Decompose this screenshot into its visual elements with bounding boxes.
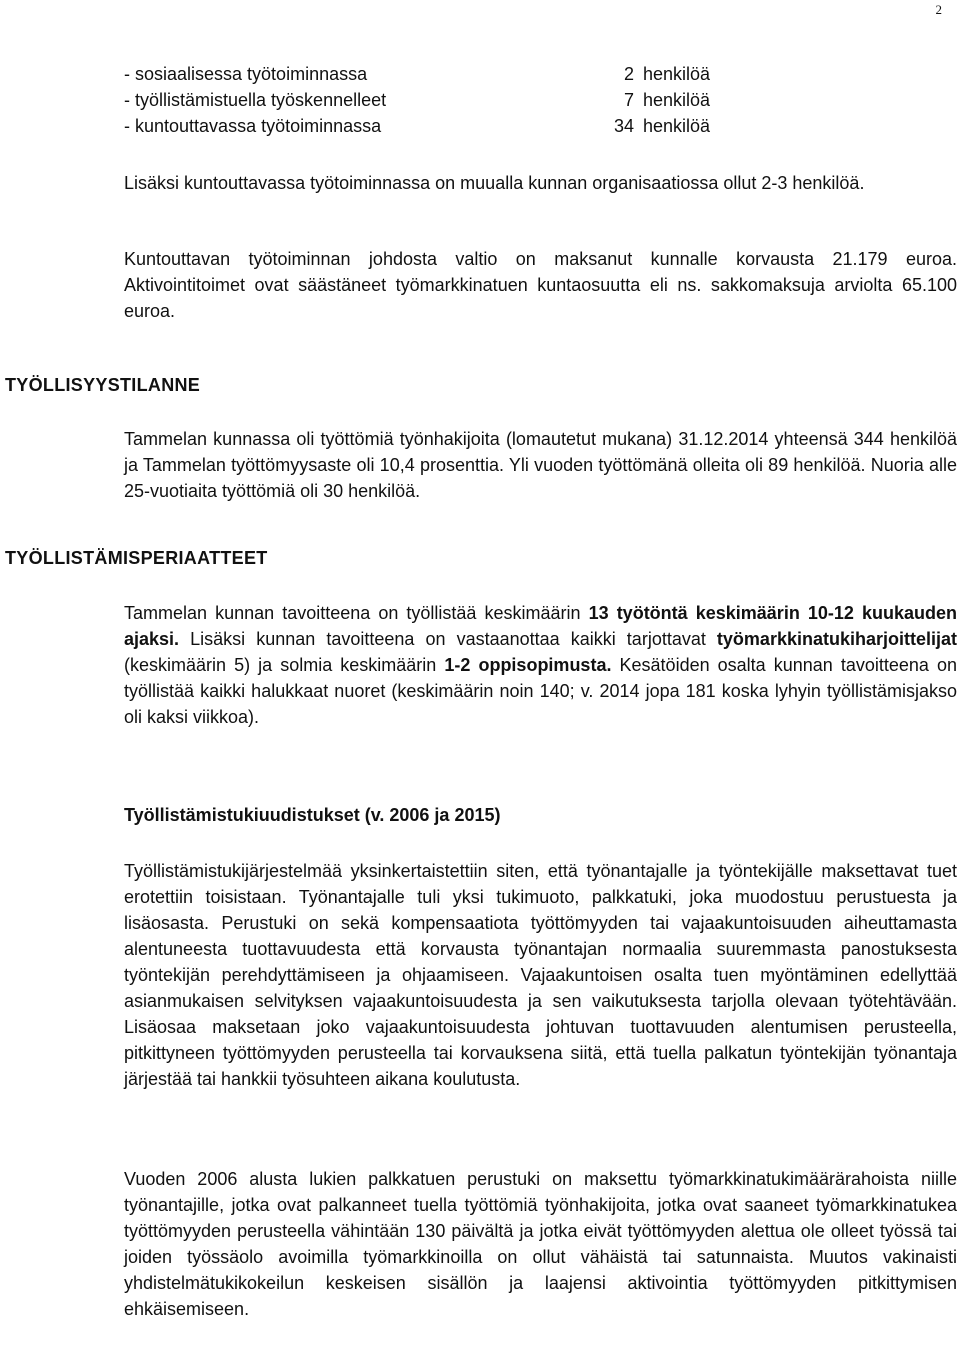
stat-label: - kuntouttavassa työtoiminnassa <box>124 116 382 136</box>
stat-label: - sosiaalisessa työtoiminnassa <box>124 64 368 84</box>
stat-label: - työllistämistuella työskennelleet <box>124 90 387 110</box>
text-span: Tammelan kunnan tavoitteena on työllistää keskimäärin <box>124 603 589 623</box>
stat-count: 7 <box>623 90 634 110</box>
text-span: Kesätöiden osalta kunnan tavoitteena on työllistää kaikki halukkaat nuoret (keskimäärin noin 140; v. 2014 jopa 181 koska lyhyin työllistämisjakso oli kaksi viikkoa). <box>124 655 958 727</box>
text-span: Lisäksi kunnan tavoitteena on vastaanottaa kaikki tarjottavat <box>179 629 717 649</box>
stat-unit: henkilöä <box>643 90 711 110</box>
stat-row <box>124 116 744 142</box>
bold-span: 13 työtöntä keskimäärin 10-12 kuukauden ajaksi. <box>124 603 957 649</box>
paragraph-tavoite <box>124 600 957 730</box>
stat-count: 34 <box>613 116 634 136</box>
stat-unit: henkilöä <box>643 116 711 136</box>
bold-span: työmarkkinatukiharjoittelijat <box>716 629 957 649</box>
section-heading-tyollisyystilanne: TYÖLLISYYSTILANNE <box>5 375 201 395</box>
paragraph-tammela: Tammelan kunnassa oli työttömiä työnhakijoita (lomautetut mukana) 31.12.2014 yhteensä 344 henkilöä ja Tammelan työttömyysaste oli 10,4 prosenttia. Yli vuoden työttömänä olleita oli 89 henkilöä. Nuoria alle 25-vuotiaita työttömiä oli 30 henkilöä. <box>124 429 957 501</box>
paragraph-vuoden-2006: Vuoden 2006 alusta lukien palkkatuen perustuki on maksettu työmarkkinatukimäärärahoista niille työnantajille, jotka ovat palkanneet tuella työttömiä työnhakijoita, jotka ovat saaneet työmarkkinatukea työttömyyden perusteella vähintään 130 päivältä ja jotka eivät työttömyyden alettua ole olleet työssä tai joiden työssäolo avoimilla työmarkkinoilla on ollut vähäistä tai satunnaista. Muutos vakinaisti yhdistelmätukikokeilun keskeisen sisällön ja laajensi aktivointia työttömyyden pitkittymisen ehkäisemiseen. <box>124 1169 957 1319</box>
paragraph-lisaksi: Lisäksi kuntouttavassa työtoiminnassa on muualla kunnan organisaatiossa ollut 2-3 henkilöä. <box>124 173 865 193</box>
text-span: (keskimäärin 5) ja solmia keskimäärin <box>124 655 445 675</box>
page-number: 2 <box>935 2 942 17</box>
stat-row <box>124 90 744 116</box>
paragraph-jarjestelma: Työllistämistukijärjestelmää yksinkertaistettiin siten, että työnantajalle ja työntekijälle maksettavat tuet erotettiin toisistaan. Työnantajalle tuli yksi tukimuoto, palkkatuki, joka muodostuu perustuesta ja lisäosasta. Perustuki on sekä kompensaatiota työttömyyden tai vajaakuntoisuuden aiheuttamasta alentuneesta tuottavuudesta että korvausta työnantajan normaalia suuremmasta panostuksesta työntekijän perehdyttämiseen ja ohjaamiseen. Vajaakuntoisen osalta tuen myöntäminen edellyttää asianmukaisen selvityksen vajaakuntoisuudesta ja sen vaikutuksesta tarjolla olevaan työtehtävään. Lisäosaa maksetaan joko vajaakuntoisuudesta johtuvan tuottavuuden alentumisen perusteella, pitkittyneen työttömyyden perusteella tai korvauksena siitä, että tuella palkatun työntekijän työnantaja järjestää tai hankkii työsuhteen aikana koulutusta. <box>124 861 957 1089</box>
section-heading-tyollistamisperiaatteet: TYÖLLISTÄMISPERIAATTEET <box>5 548 268 568</box>
stat-count: 2 <box>623 64 634 84</box>
subheading-uudistukset: Työllistämistukiuudistukset (v. 2006 ja 2015) <box>124 805 501 825</box>
stat-row <box>124 64 744 90</box>
paragraph-kuntouttavan: Kuntouttavan työtoiminnan johdosta valtio on maksanut kunnalle korvausta 21.179 euroa. Aktivointitoimet ovat säästäneet työmarkkinatuen kuntaosuutta eli ns. sakkomaksuja arviolta 65.100 euroa. <box>124 249 957 321</box>
stat-unit: henkilöä <box>643 64 711 84</box>
bold-span: 1-2 oppisopimusta. <box>444 655 612 675</box>
